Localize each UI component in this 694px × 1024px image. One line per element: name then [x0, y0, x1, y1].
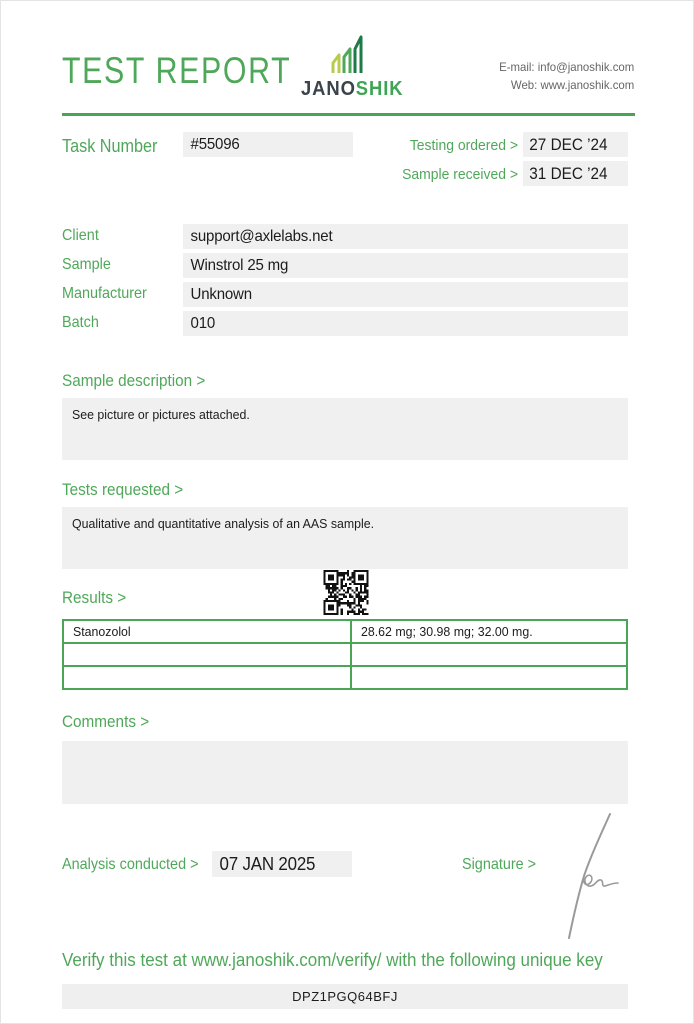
signature-label: Signature >: [462, 856, 537, 873]
info-row-client: [0, 224, 694, 249]
analysis-conducted-label: Analysis conducted >: [62, 856, 199, 873]
unique-key-box: [62, 984, 628, 1009]
sample-received-value: 31 DEC ’24: [529, 164, 608, 183]
results-heading: Results >: [62, 588, 127, 607]
info-row-batch: [0, 311, 694, 336]
tests-requested-text: Qualitative and quantitative analysis of an AAS sample.: [72, 516, 375, 531]
task-number-label: Task Number: [62, 136, 158, 156]
info-row-sample: [0, 253, 694, 278]
contact-info: [499, 58, 634, 94]
unique-key-value: DPZ1PGQ64BFJ: [292, 989, 398, 1004]
sample-value-box: [183, 253, 628, 278]
task-number-value: #55096: [190, 136, 240, 153]
result-value: 28.62 mg; 30.98 mg; 32.00 mg.: [361, 624, 533, 639]
batch-label: Batch: [62, 314, 99, 331]
brand-logo: [297, 33, 404, 101]
task-number-value-box: [183, 132, 353, 157]
manufacturer-value: Unknown: [190, 286, 252, 303]
table-row: [63, 666, 627, 689]
contact-web: Web: www.janoshik.com: [510, 78, 634, 92]
info-row-manufacturer: [0, 282, 694, 307]
bar-chart-growth-icon: [325, 33, 369, 77]
page-title: TEST REPORT: [62, 50, 292, 91]
table-row: [63, 620, 627, 643]
signature-image: [548, 810, 628, 945]
sample-received-label: Sample received >: [402, 166, 518, 183]
brand-name-shik: SHIK: [355, 78, 404, 100]
brand-name: [301, 78, 404, 101]
comments-heading: Comments >: [62, 712, 150, 731]
manufacturer-label: Manufacturer: [62, 285, 147, 302]
results-table: [62, 619, 628, 690]
testing-ordered-value-box: [523, 132, 628, 157]
comments-box: [62, 741, 628, 804]
testing-ordered-value: 27 DEC ’24: [529, 135, 608, 154]
client-value-box: [183, 224, 628, 249]
client-label: Client: [62, 227, 99, 244]
brand-name-jano: JANO: [301, 78, 356, 100]
analysis-date-box: [212, 851, 352, 877]
contact-email: E-mail: info@janoshik.com: [498, 60, 634, 74]
sample-description-box: [62, 398, 628, 460]
sample-description-heading: Sample description >: [62, 371, 206, 390]
sample-value: Winstrol 25 mg: [190, 257, 289, 274]
qr-code: [322, 570, 370, 615]
testing-ordered-label: Testing ordered >: [409, 137, 518, 154]
verify-text: Verify this test at www.janoshik.com/verify/ with the following unique key: [62, 950, 603, 970]
result-analyte: Stanozolol: [73, 624, 131, 639]
sample-description-text: See picture or pictures attached.: [72, 407, 250, 422]
table-row: [63, 643, 627, 666]
batch-value: 010: [190, 315, 216, 332]
header-divider: [62, 113, 635, 116]
sample-received-value-box: [523, 161, 628, 186]
tests-requested-heading: Tests requested >: [62, 480, 184, 499]
batch-value-box: [183, 311, 628, 336]
sample-label: Sample: [62, 256, 111, 273]
manufacturer-value-box: [183, 282, 628, 307]
analysis-date-value: 07 JAN 2025: [219, 854, 316, 874]
tests-requested-box: [62, 507, 628, 569]
client-value: support@axlelabs.net: [190, 228, 333, 245]
